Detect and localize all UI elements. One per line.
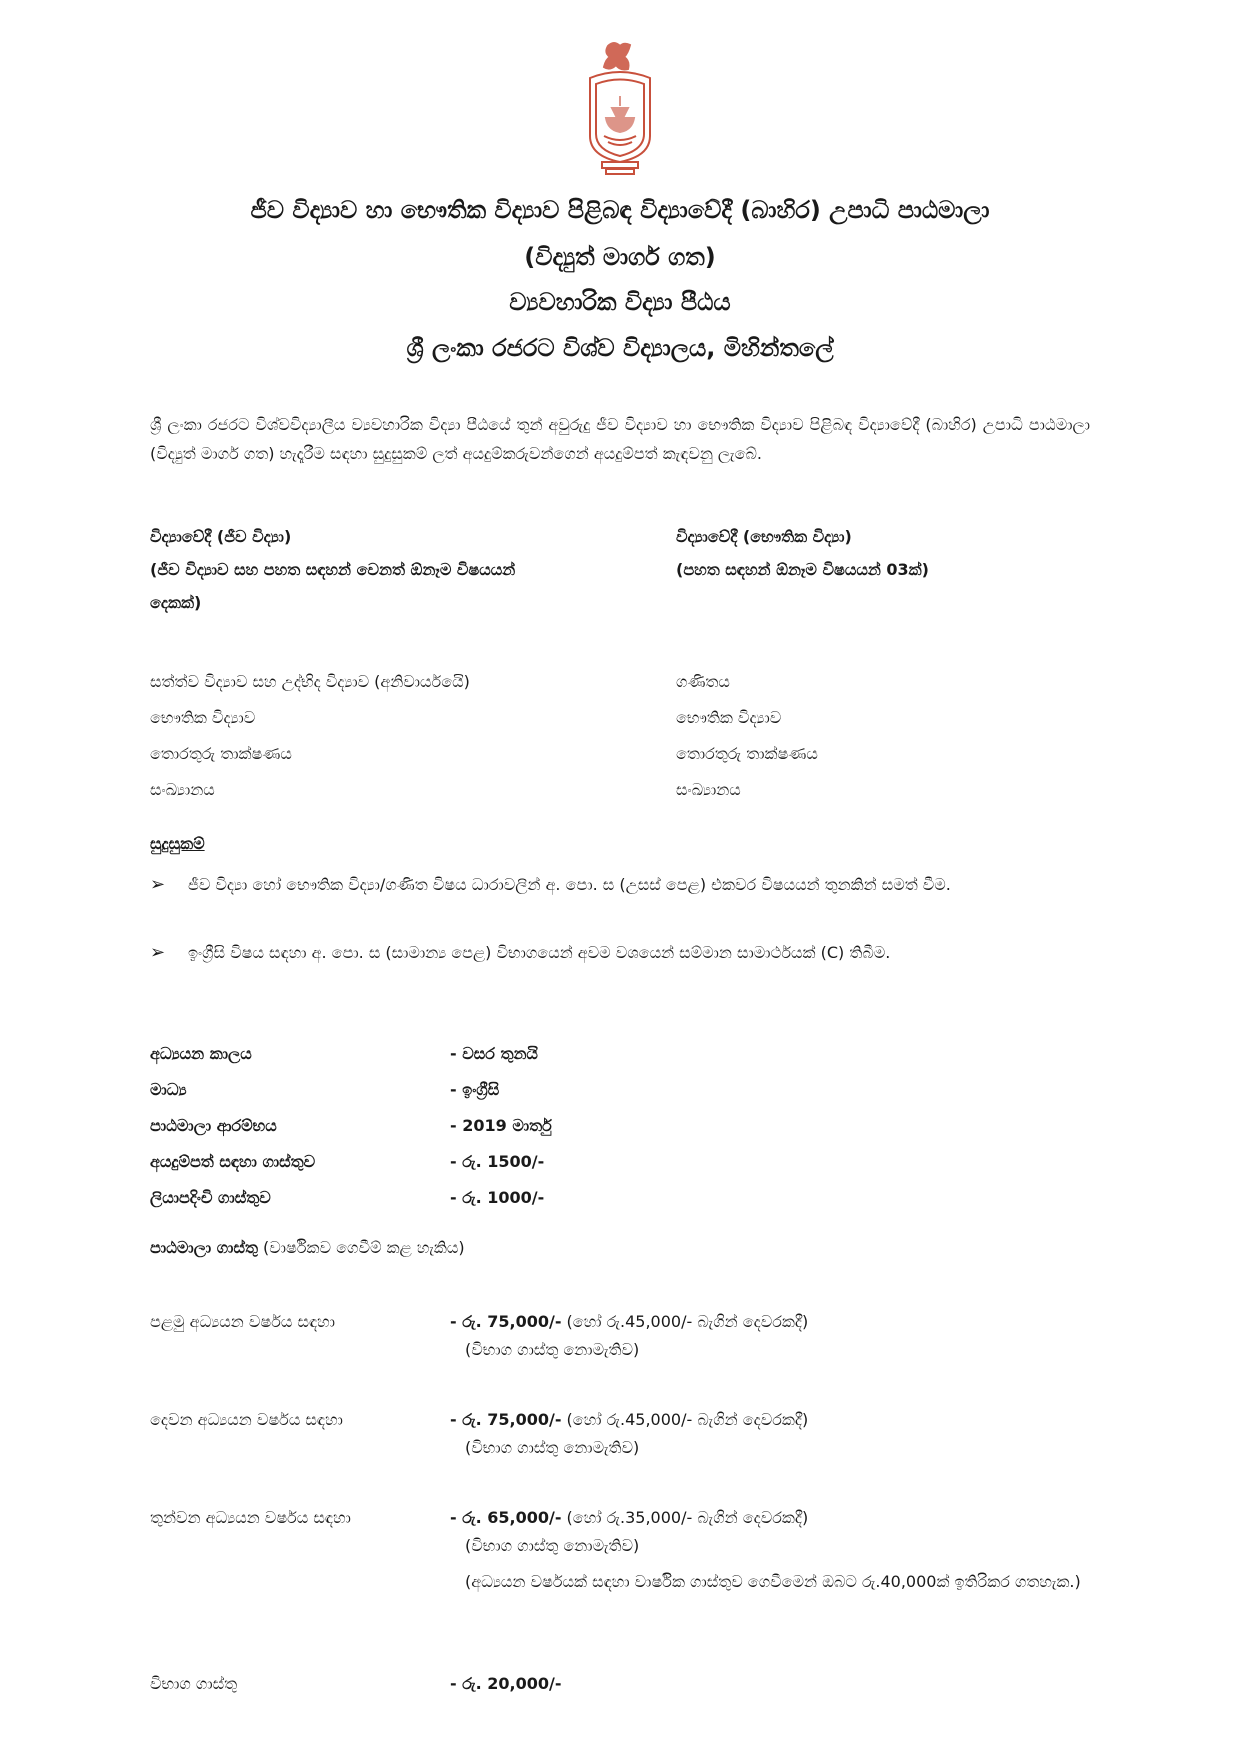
fee-amount: - රු. 75,000/- — [450, 1410, 562, 1429]
arrow-bullet-icon: ➢ — [150, 942, 166, 963]
info-label: පාඨමාලා ආරම්භය — [150, 1116, 277, 1135]
phys-subject-list — [676, 664, 818, 808]
fee-exam-note: (විභාග ගාස්තු නොමැතිව) — [465, 1536, 640, 1555]
info-value: - රු. 1500/- — [450, 1152, 545, 1171]
page-title: ජීව විද්‍යාව හා භෞතික විද්‍යාව පිළිබඳ විද්‍යාවේදී (බාහිර) උපාධි පාඨමාලා — [250, 196, 990, 224]
fees-heading-note: (වාර්ෂිකව ගෙවීම් කළ හැකිය) — [263, 1238, 465, 1257]
arrow-bullet-icon: ➢ — [150, 874, 166, 895]
requirement-text: ජීව විද්‍යා හෝ භෞතික විද්‍යා/ගණිත විෂය ධාරාවලින් අ. පො. ස (උසස් පෙළ) එකවර විෂයයන් තුනකින් සමත් වීම. — [188, 875, 951, 894]
list-item: සංඛ්‍යානය — [676, 780, 741, 799]
fee-label: තුන්වන අධ්‍යයන වර්ෂය සඳහා — [150, 1508, 351, 1527]
fee-amount: - රු. 20,000/- — [450, 1674, 562, 1693]
info-value: - රු. 1000/- — [450, 1188, 545, 1207]
info-label: මාධ්‍ය — [150, 1080, 187, 1099]
info-label: අයදුම්පත් සඳහා ගාස්තුව — [150, 1152, 316, 1171]
bio-stream-subtitle: (ජීව විද්‍යාව සහ පහත සඳහන් වෙනත් ඕනෑම විෂයයන් දෙකක්) — [150, 560, 516, 612]
requirement-item — [150, 870, 1090, 900]
list-item: තොරතුරු තාක්ෂණය — [676, 744, 818, 763]
annual-saving-note: (අධ්‍යයන වර්ෂයක් සඳහා වාර්ෂික ගාස්තුව ගෙවීමෙන් ඔබට රු.40,000ක් ඉතිරිකර ගතහැක.) — [465, 1572, 1081, 1591]
intro-paragraph: ශ්‍රී ලංකා රජරට විශ්වවිද්‍යාලීය ව්‍යවහාරික විද්‍යා පීඨයේ තුන් අවුරුදු ජීව විද්‍යාව හා භෞතික විද්‍යාව පිළිබඳ විද්‍යාවේදී (බාහිර) උපාධි පාඨමාලා (විද්‍යුත් මාර්ග ගත) හැදෑරීම සඳහා සුදුසුකම් ලත් අයදුම්කරුවන්ගෙන් අයදුම්පත් කැඳවනු ලැබේ. — [150, 415, 1090, 463]
info-value: - 2019 මාර්තු — [450, 1116, 552, 1135]
list-item: ගණිතය — [676, 672, 730, 691]
info-value: - වසර තුනයි — [450, 1044, 538, 1063]
list-item: සංඛ්‍යානය — [150, 780, 215, 799]
list-item: භෞතික විද්‍යාව — [150, 708, 256, 727]
fee-label: දෙවන අධ්‍යයන වර්ෂය සඳහා — [150, 1410, 343, 1429]
list-item: භෞතික විද්‍යාව — [676, 708, 782, 727]
page-subtitle-online: (විද්‍යුත් මාර්ග ගත) — [524, 243, 716, 271]
list-item: සත්ත්ව විද්‍යාව සහ උද්භිද විද්‍යාව (අනිවාර්යයෙි) — [150, 672, 470, 691]
fee-installment: (හෝ රු.35,000/- බැගින් දෙවරකදී) — [561, 1508, 809, 1527]
bio-stream-heading — [150, 520, 530, 619]
phys-stream-subtitle: (පහත සඳහන් ඕනෑම විෂයයන් 03ක්) — [676, 560, 929, 579]
fees-heading — [150, 1238, 465, 1258]
bio-subject-list — [150, 664, 470, 808]
fee-label: පළමු අධ්‍යයන වර්ෂය සඳහා — [150, 1312, 335, 1331]
fee-installment: (හෝ රු.45,000/- බැගින් දෙවරකදී) — [561, 1312, 809, 1331]
requirement-text: ඉංග්‍රීසි විෂය සඳහා අ. පො. ස (සාමාන්‍ය පෙළ) විභාගයෙන් අවම වශයෙන් සම්මාන සාමාර්ථයක් (C) තිබීම. — [188, 943, 891, 962]
fee-installment: (හෝ රු.45,000/- බැගින් දෙවරකදී) — [561, 1410, 809, 1429]
bio-stream-title: විද්‍යාවේදී (ජීව විද්‍යා) — [150, 527, 292, 546]
fee-exam-note: (විභාග ගාස්තු නොමැතිව) — [465, 1438, 640, 1457]
requirements-heading: සුදුසුකම් — [150, 834, 205, 853]
info-label: ලියාපදිංචි ගාස්තුව — [150, 1188, 271, 1207]
university-emblem-icon — [582, 38, 658, 178]
requirement-item — [150, 932, 1090, 974]
fee-amount: - රු. 65,000/- — [450, 1508, 562, 1527]
list-item: තොරතුරු තාක්ෂණය — [150, 744, 292, 763]
fee-amount: - රු. 75,000/- — [450, 1312, 562, 1331]
fee-exam-note: (විභාග ගාස්තු නොමැතිව) — [465, 1340, 640, 1359]
fee-label: විභාග ගාස්තු — [150, 1674, 238, 1693]
phys-stream-title: විද්‍යාවේදී (භෞතික විද්‍යා) — [676, 527, 852, 546]
faculty-name: ව්‍යවහාරික විද්‍යා පීඨය — [509, 288, 731, 316]
info-value: - ඉංග්‍රීසි — [450, 1080, 500, 1099]
info-label: අධ්‍යයන කාලය — [150, 1044, 252, 1063]
university-name: ශ්‍රී ලංකා රජරට විශ්ව විද්‍යාලය, මිහින්තලේ — [406, 334, 834, 362]
fees-heading-title: පාඨමාලා ගාස්තු — [150, 1238, 258, 1257]
phys-stream-heading — [676, 520, 1076, 586]
